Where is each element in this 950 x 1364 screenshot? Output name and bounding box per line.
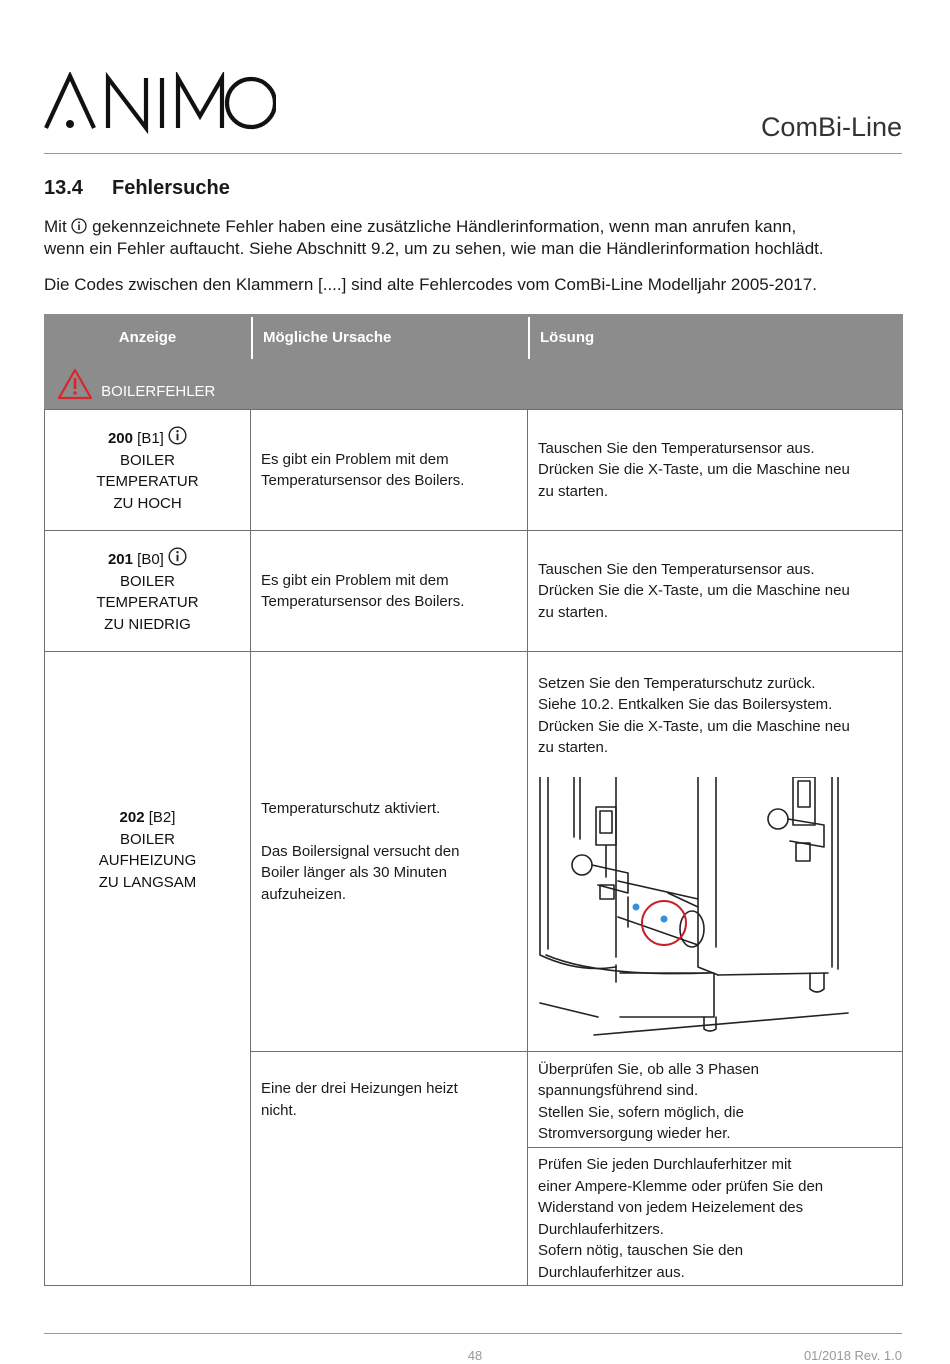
old-code: [B0] xyxy=(137,551,164,568)
boiler-temperature-reset-illustration xyxy=(538,777,858,1039)
error-code: 201 xyxy=(107,551,133,568)
error-code-cell: 201 [B0] BOILER TEMPERATUR ZU NIEDRIG xyxy=(45,531,251,652)
section-heading: Fehlersuche xyxy=(112,177,230,199)
error-code-cell: 202 [B2] BOILER AUFHEIZUNG ZU LANGSAM xyxy=(45,652,251,1286)
cause-cell: Eine der drei Heizungen heizt nicht. xyxy=(251,1052,528,1286)
error-code-cell: 200 [B1] BOILER TEMPERATUR ZU HOCH xyxy=(45,410,251,531)
table-row xyxy=(45,531,903,652)
category-label: BOILERFEHLER xyxy=(101,382,216,400)
solution-cell: Prüfen Sie jeden Durchlauferhitzer mit einer Ampere-Klemme oder prüfen Sie den Widerstand von jedem Heizelement des Durchlauferhitzers. Sofern nötig, tauschen Sie den Durchlauferhitzer aus. xyxy=(528,1148,903,1286)
solution-cell: Tauschen Sie den Temperatursensor aus. Drücken Sie die X-Taste, um die Maschine neu zu starten. xyxy=(528,410,903,531)
error-code: 200 xyxy=(107,430,133,447)
error-code: 202 xyxy=(119,809,145,826)
header-ursache: Mögliche Ursache xyxy=(251,317,517,359)
section-title xyxy=(44,177,230,200)
solution-cell: Überprüfen Sie, ob alle 3 Phasen spannungsführend sind. Stellen Sie, sofern möglich, die Stromversorgung wieder her. xyxy=(528,1052,903,1148)
error-table xyxy=(44,314,903,1286)
section-number: 13.4 xyxy=(44,177,83,199)
info-icon xyxy=(71,218,87,234)
cause-cell: Temperaturschutz aktiviert. Das Boilersignal versucht den Boiler länger als 30 Minuten aufzuheizen. xyxy=(251,652,528,1052)
table-row xyxy=(45,652,903,1052)
product-name: ComBi-Line xyxy=(760,112,902,142)
info-icon xyxy=(168,426,187,445)
intro-paragraph-1: Mit gekennzeichnete Fehler haben eine zusätzliche Händlerinformation, wenn man anrufen kann, wenn ein Fehler auftaucht. Siehe Abschnitt 9.2, um zu sehen, wie man die Händlerinformation hochlädt. xyxy=(44,217,824,258)
table-row xyxy=(45,410,903,531)
page-number: 48 xyxy=(467,1348,483,1363)
header-divider xyxy=(44,153,902,154)
category-row xyxy=(45,361,903,410)
animo-logo xyxy=(44,72,276,134)
header-anzeige: Anzeige xyxy=(45,315,251,361)
footer-divider xyxy=(44,1333,902,1334)
intro-paragraph-2: Die Codes zwischen den Klammern [....] sind alte Fehlercodes vom ComBi-Line Modelljahr 2005-2017. xyxy=(44,275,817,294)
old-code: [B1] xyxy=(137,430,164,447)
solution-cell: Tauschen Sie den Temperatursensor aus. Drücken Sie die X-Taste, um die Maschine neu zu starten. xyxy=(528,531,903,652)
header-loesung: Lösung xyxy=(528,317,892,359)
solution-cell: Setzen Sie den Temperaturschutz zurück. Siehe 10.2. Entkalken Sie das Boilersystem. Drücken Sie die X-Taste, um die Maschine neu zu starten. xyxy=(528,652,903,1052)
cause-cell: Es gibt ein Problem mit dem Temperatursensor des Boilers. xyxy=(251,531,528,652)
cause-cell: Es gibt ein Problem mit dem Temperatursensor des Boilers. xyxy=(251,410,528,531)
info-icon xyxy=(168,547,187,566)
warning-icon xyxy=(57,368,93,400)
revision-label: 01/2018 Rev. 1.0 xyxy=(803,1348,902,1363)
old-code: [B2] xyxy=(148,809,176,826)
table-header-row xyxy=(45,315,903,361)
